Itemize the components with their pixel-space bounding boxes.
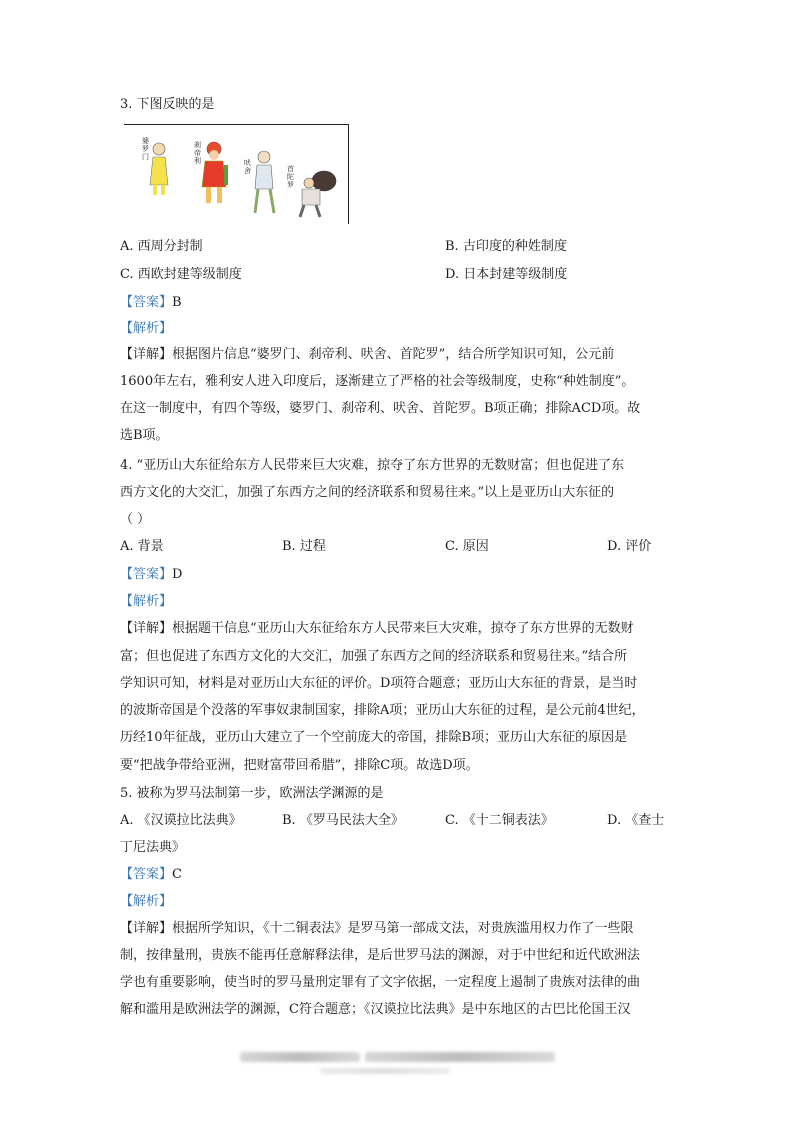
detail-text: 根据题干信息“亚历山大东征给东方人民带来巨大灾难，掠夺了东方世界的无数财 (172, 621, 634, 636)
shudra-figure (300, 171, 336, 217)
q3-option-d: D. 日本封建等级制度 (445, 267, 568, 282)
q4-detail-line-3: 学知识可知，材料是对亚历山大东征的评价。D项符合题意；亚历山大东征的背景，是当时 (120, 676, 638, 691)
q4-analysis-tag: 【解析】 (120, 594, 173, 609)
q5-option-d-wrap: 丁尼法典》 (120, 840, 186, 855)
vaishya-figure (255, 151, 274, 213)
q5-option-d: D. 《查士 (607, 813, 665, 828)
answer-value: C (172, 867, 182, 882)
answer-tag: 【答案】 (120, 567, 173, 582)
q4-option-d: D. 评价 (607, 539, 652, 554)
detail-tag: 【详解】 (120, 921, 173, 936)
q3-analysis-tag: 【解析】 (120, 321, 173, 336)
q4-detail-line-4: 的波斯帝国是个没落的军事奴隶制国家，排除A项；亚历山大东征的过程，是公元前4世纪， (120, 703, 645, 718)
q3-answer (120, 294, 680, 312)
q4-option-c: C. 原因 (445, 539, 489, 554)
q4-stem-line-2: 西方文化的大交汇，加强了东西方之间的经济联系和贸易往来。”以上是亚历山大东征的 (120, 485, 615, 500)
detail-text: 根据图片信息“婆罗门、刹帝利、吠舍、首陀罗”，结合所学知识可知，公元前 (172, 347, 615, 362)
figure-label-shudra: 首陀罗 (287, 165, 294, 189)
brahmin-figure (150, 143, 168, 195)
q3-detail-line-3: 在这一制度中，有四个等级，婆罗门、刹帝利、吠舍、首陀罗。B项正确；排除ACD项。故 (120, 401, 641, 416)
q4-detail-line-5: 历经10年征战，亚历山大建立了一个空前庞大的帝国，排除B项；亚历山大东征的原因是 (120, 730, 628, 745)
answer-value: B (172, 295, 182, 310)
q5-analysis-tag: 【解析】 (120, 894, 173, 909)
q3-stem: 3. 下图反映的是 (120, 97, 215, 112)
q5-detail-line-2: 制，按律量刑，贵族不能再任意解释法律，是后世罗马法的渊源，对于中世纪和近代欧洲法 (120, 948, 641, 963)
q5-detail-line-3: 学也有重要影响，使当时的罗马量刑定罪有了文字依据，一定程度上遏制了贵族对法律的曲 (120, 975, 641, 990)
answer-tag: 【答案】 (120, 295, 173, 310)
detail-tag: 【详解】 (120, 621, 173, 636)
figure-label-brahmin: 婆罗门 (142, 137, 149, 161)
q5-option-a: A. 《汉谟拉比法典》 (120, 813, 242, 828)
caste-figures-image (124, 125, 349, 225)
q4-stem-line-1: 4. “亚历山大东征给东方人民带来巨大灾难，掠夺了东方世界的无数财富；但也促进了东 (120, 458, 625, 473)
answer-tag: 【答案】 (120, 867, 173, 882)
detail-tag: 【详解】 (120, 347, 173, 362)
q3-option-c: C. 西欧封建等级制度 (120, 267, 242, 282)
footer-watermark-under (320, 1068, 450, 1074)
q3-option-b: B. 古印度的种姓制度 (445, 239, 567, 254)
q4-detail-line-6: 要“把战争带给亚洲，把财富带回希腊”，排除C项。故选D项。 (120, 758, 479, 773)
q5-detail-line-1 (120, 920, 680, 938)
q3-detail-line-2: 1600年左右，雅利安人进入印度后，逐渐建立了严格的社会等级制度，史称“种姓制度”。 (120, 374, 635, 389)
q4-stem-line-3: （ ） (120, 512, 151, 527)
q3-option-a: A. 西周分封制 (120, 239, 203, 254)
q5-option-c: C. 《十二铜表法》 (445, 813, 554, 828)
q4-detail-line-2: 富；但也促进了东西方文化的大交汇，加强了东西方之间的经济联系和贸易往来。”结合所 (120, 649, 628, 664)
q5-answer (120, 866, 680, 884)
q4-answer (120, 566, 680, 584)
q3-detail-line-1 (120, 346, 680, 364)
q3-detail-line-4: 选B项。 (120, 428, 169, 443)
q5-detail-line-4: 解和滥用是欧洲法学的渊源，C符合题意；《汉谟拉比法典》是中东地区的古巴比伦国王汉 (120, 1002, 631, 1017)
q5-stem: 5. 被称为罗马法制第一步，欧洲法学渊源的是 (120, 786, 384, 801)
detail-text: 根据所学知识，《十二铜表法》是罗马第一部成文法，对贵族滥用权力作了一些限 (172, 921, 634, 936)
caste-illustration (124, 124, 349, 224)
kshatriya-figure (202, 142, 228, 203)
answer-value: D (172, 567, 183, 582)
figure-label-kshatriya: 刹帝利 (194, 141, 201, 165)
q5-option-b: B. 《罗马民法大全》 (282, 813, 404, 828)
footer-watermark-left (240, 1052, 360, 1062)
footer-watermark-right (365, 1052, 555, 1062)
q4-option-b: B. 过程 (282, 539, 326, 554)
q4-option-a: A. 背景 (120, 539, 164, 554)
figure-label-vaishya: 吠舍 (244, 159, 251, 175)
q4-detail-line-1 (120, 620, 680, 638)
